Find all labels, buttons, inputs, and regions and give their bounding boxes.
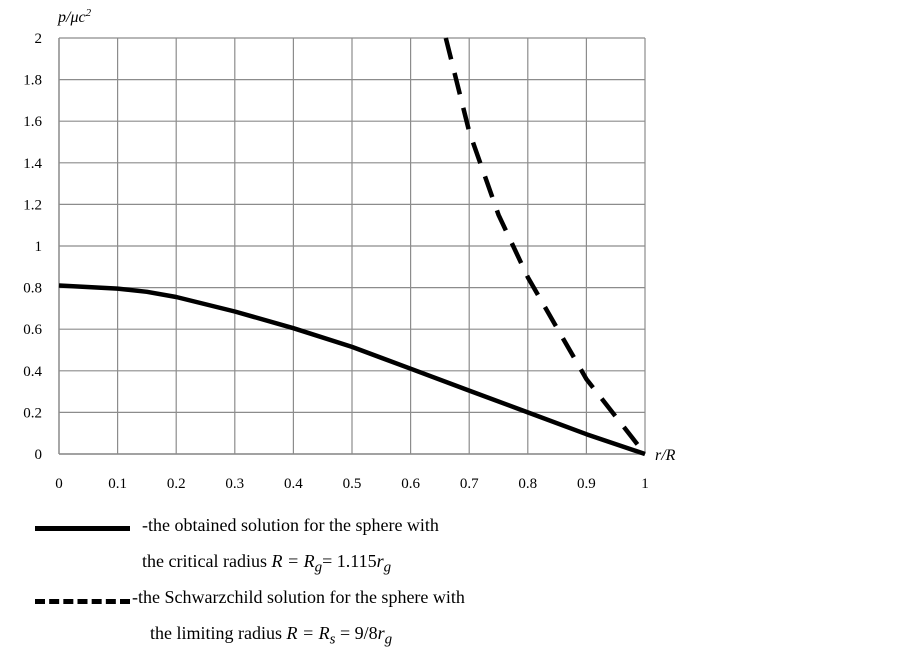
y-tick-label: 1.4 xyxy=(23,155,42,172)
legend-dashed-2-sub: s xyxy=(329,631,336,648)
grid-lines xyxy=(59,38,645,454)
legend-solid-2-r: r xyxy=(376,551,384,571)
x-tick-label: 0.4 xyxy=(284,476,303,492)
y-tick-label: 1.2 xyxy=(23,197,42,214)
legend-dashed-2-pre: the limiting radius xyxy=(150,623,287,643)
y-tick-label: 2 xyxy=(34,31,42,47)
legend-dashed-2-r: r xyxy=(377,623,385,643)
x-tick-label: 0.1 xyxy=(108,476,127,492)
x-axis-label: r/R xyxy=(655,447,676,464)
y-tick-label: 0.8 xyxy=(23,280,42,297)
legend-solid-2-math: R = R xyxy=(271,551,315,571)
legend-solid-2-post: = 1.115 xyxy=(322,551,377,571)
y-tick-labels xyxy=(23,31,42,463)
x-tick-label: 0.5 xyxy=(342,476,362,492)
y-tick-label: 1.6 xyxy=(23,114,42,131)
x-tick-label: 0.3 xyxy=(225,476,245,492)
legend-label-dashed-1: -the Schwarzchild solution for the sphere with xyxy=(132,587,465,607)
legend-solid-2-pre: the critical radius xyxy=(142,551,272,571)
y-tick-label: 1 xyxy=(34,239,42,255)
x-tick-label: 0 xyxy=(55,476,63,492)
y-tick-label: 0.2 xyxy=(23,405,42,422)
legend-solid-2-sub: g xyxy=(314,559,323,576)
y-tick-label: 0.6 xyxy=(23,322,42,339)
x-tick-label: 0.9 xyxy=(577,476,596,492)
legend-solid-2-rsub: g xyxy=(383,559,392,576)
legend-swatch-solid xyxy=(35,526,130,531)
x-tick-label: 0.7 xyxy=(459,476,479,492)
x-tick-label: 0.2 xyxy=(166,476,186,492)
x-tick-labels xyxy=(55,476,649,492)
legend-label-solid-2 xyxy=(142,551,391,577)
legend-dashed-2-post: = 9/8 xyxy=(335,623,378,643)
x-tick-label: 0.8 xyxy=(518,476,538,492)
legend-label-solid-1: -the obtained solution for the sphere with xyxy=(142,515,439,535)
legend-swatch-dashed xyxy=(35,599,130,604)
x-tick-label: 1 xyxy=(641,476,649,492)
y-tick-label: 0.4 xyxy=(23,363,42,380)
x-tick-label: 0.6 xyxy=(401,476,420,492)
legend-dashed-2-math: R = R xyxy=(286,623,330,643)
legend-dashed-2-rsub: g xyxy=(384,631,393,648)
y-axis-label: $p/\mu c^2$ xyxy=(58,7,92,26)
legend xyxy=(0,505,903,648)
y-tick-label: 1.8 xyxy=(23,72,42,89)
y-tick-label: 0 xyxy=(34,447,42,463)
